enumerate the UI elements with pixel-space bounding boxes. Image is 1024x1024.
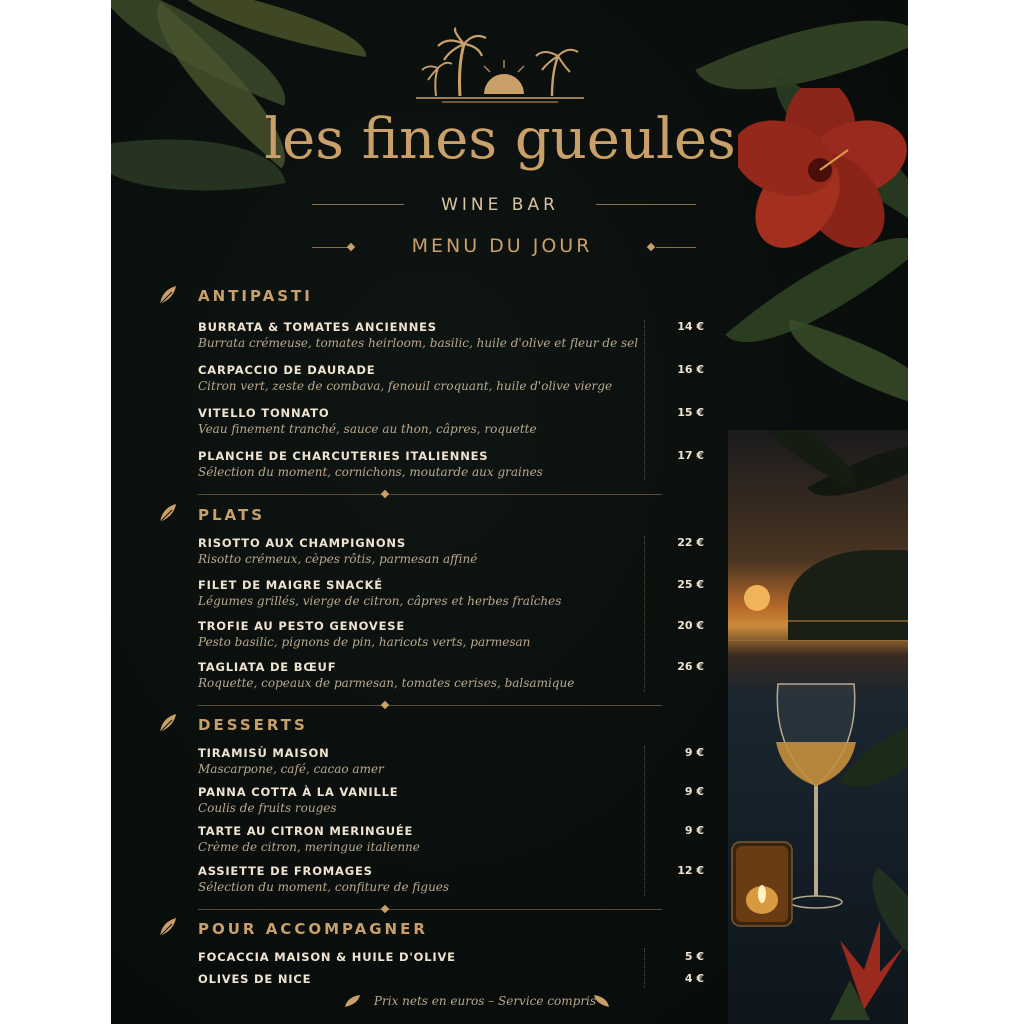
- menu-item-price: 14 €: [677, 320, 704, 333]
- section-divider: [198, 909, 662, 910]
- menu-item-desc: Pesto basilic, pignons de pin, haricots verts, parmesan: [198, 635, 531, 649]
- menu-item-price: 25 €: [677, 578, 704, 591]
- leaf-icon: [158, 502, 182, 524]
- menu-item-price: 20 €: [677, 619, 704, 632]
- menu-item-desc: Coulis de fruits rouges: [198, 801, 337, 815]
- menu-item-price: 5 €: [684, 950, 704, 963]
- red-flower-bottom: [820, 900, 908, 1020]
- menu-item-name: VITELLO TONNATO: [198, 406, 330, 420]
- leaf-icon: [158, 284, 182, 306]
- section-title-desserts: DESSERTS: [198, 716, 308, 734]
- menu-item-price: 9 €: [684, 785, 704, 798]
- menu-item-name: PLANCHE DE CHARCUTERIES ITALIENNES: [198, 449, 489, 463]
- palm-sunset-icon: [412, 26, 588, 106]
- menu-item-name: ASSIETTE DE FROMAGES: [198, 864, 373, 878]
- menu-item-desc: Légumes grillés, vierge de citron, câpres et herbes fraîches: [198, 594, 562, 608]
- price-separator: [644, 536, 645, 692]
- menu-item-desc: Burrata crémeuse, tomates heirloom, basilic, huile d'olive et fleur de sel: [198, 336, 639, 350]
- menu-item-name: OLIVES DE NICE: [198, 972, 312, 986]
- menu-item-price: 26 €: [677, 660, 704, 673]
- menu-item-price: 22 €: [677, 536, 704, 549]
- leaf-icon: [158, 712, 182, 734]
- menu-item-price: 4 €: [684, 972, 704, 985]
- price-separator: [644, 746, 645, 896]
- menu-item-price: 17 €: [677, 449, 704, 462]
- brand-subtitle: WINE BAR: [441, 195, 559, 215]
- menu-item-name: TROFIE AU PESTO GENOVESE: [198, 619, 406, 633]
- section-divider: [198, 494, 662, 495]
- menu-item-name: BURRATA & TOMATES ANCIENNES: [198, 320, 437, 334]
- brand-title: les fines gueules: [264, 107, 736, 172]
- menu-title-line-right: [656, 247, 696, 248]
- menu-item-name: FILET DE MAIGRE SNACKÉ: [198, 578, 383, 592]
- menu-item-name: TAGLIATA DE BŒUF: [198, 660, 337, 674]
- menu-item-desc: Veau finement tranché, sauce au thon, câpres, roquette: [198, 422, 537, 436]
- price-separator: [644, 320, 645, 480]
- menu-item-price: 9 €: [684, 824, 704, 837]
- menu-item-desc: Risotto crémeux, cèpes rôtis, parmesan affiné: [198, 552, 478, 566]
- subtitle-line-left: [312, 204, 404, 205]
- menu-item-desc: Citron vert, zeste de combava, fenouil croquant, huile d'olive vierge: [198, 379, 613, 393]
- menu-item-name: CARPACCIO DE DAURADE: [198, 363, 376, 377]
- menu-item-desc: Crème de citron, meringue italienne: [198, 840, 420, 854]
- section-title-antipasti: ANTIPASTI: [198, 287, 313, 305]
- menu-item-price: 9 €: [684, 746, 704, 759]
- leaf-icon: [158, 916, 182, 938]
- footer-note: Prix nets en euros – Service compris: [373, 994, 597, 1008]
- menu-item-desc: Roquette, copeaux de parmesan, tomates cerises, balsamique: [198, 676, 575, 690]
- menu-item-price: 12 €: [677, 864, 704, 877]
- price-separator: [644, 948, 645, 988]
- section-divider: [198, 705, 662, 706]
- menu-item-name: PANNA COTTA À LA VANILLE: [198, 785, 399, 799]
- section-title-pour-accompagner: POUR ACCOMPAGNER: [198, 920, 428, 938]
- subtitle-line-right: [596, 204, 696, 205]
- menu-item-name: FOCACCIA MAISON & HUILE D'OLIVE: [198, 950, 456, 964]
- menu-item-price: 16 €: [677, 363, 704, 376]
- candle-lantern: [728, 838, 796, 930]
- menu-item-name: TIRAMISÙ MAISON: [198, 746, 330, 760]
- leaf-icon: [592, 994, 610, 1008]
- menu-item-desc: Sélection du moment, confiture de figues: [198, 880, 450, 894]
- menu-item-desc: Mascarpone, café, cacao amer: [198, 762, 384, 776]
- menu-item-price: 15 €: [677, 406, 704, 419]
- section-title-plats: PLATS: [198, 506, 266, 524]
- menu-item-name: TARTE AU CITRON MERINGUÉE: [198, 824, 414, 838]
- menu-title: MENU DU JOUR: [411, 235, 593, 257]
- menu-item-desc: Sélection du moment, cornichons, moutarde aux graines: [198, 465, 543, 479]
- menu-item-name: RISOTTO AUX CHAMPIGNONS: [198, 536, 406, 550]
